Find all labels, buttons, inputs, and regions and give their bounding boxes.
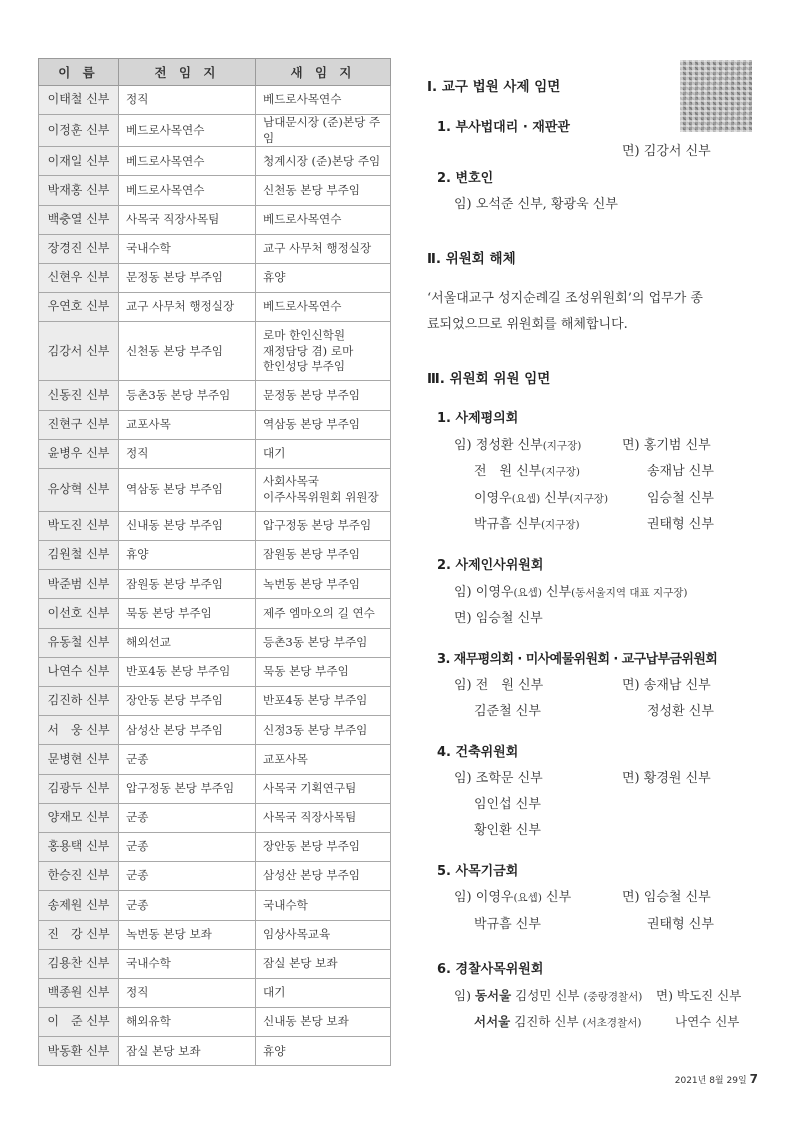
new-post-cell: 잠실 본당 보좌 bbox=[256, 949, 391, 978]
committee-1-title: 1. 사제평의회 bbox=[437, 411, 519, 426]
previous-post-cell: 교구 사무처 행정실장 bbox=[119, 293, 256, 322]
new-post-cell: 교구 사무처 행정실장 bbox=[256, 234, 391, 263]
new-post-cell: 신내동 본당 보좌 bbox=[256, 1008, 391, 1037]
priest-name-cell: 이 준 신부 bbox=[39, 1008, 119, 1037]
previous-post-cell: 잠실 본당 보좌 bbox=[119, 1037, 256, 1066]
header-name: 이 름 bbox=[39, 59, 119, 86]
table-row bbox=[39, 205, 391, 234]
committee-4-dismiss-1: 면) 황경원 신부 bbox=[622, 771, 711, 786]
table-row bbox=[39, 832, 391, 861]
previous-post-cell: 군종 bbox=[119, 803, 256, 832]
priest-name-cell: 김광두 신부 bbox=[39, 774, 119, 803]
previous-post-cell: 휴양 bbox=[119, 541, 256, 570]
table-row bbox=[39, 745, 391, 774]
priest-name-cell: 유동철 신부 bbox=[39, 628, 119, 657]
table-row bbox=[39, 803, 391, 832]
priest-name-cell: 우연호 신부 bbox=[39, 293, 119, 322]
table-row bbox=[39, 381, 391, 410]
new-post-cell: 제주 엠마오의 길 연수 bbox=[256, 599, 391, 628]
committee-3-appoint-1: 임) 전 원 신부 bbox=[454, 678, 544, 693]
priest-name-cell: 장경진 신부 bbox=[39, 234, 119, 263]
previous-post-cell: 삼성산 본당 부주임 bbox=[119, 716, 256, 745]
new-post-cell: 장안동 본당 부주임 bbox=[256, 832, 391, 861]
previous-post-cell: 베드로사목연수 bbox=[119, 147, 256, 176]
new-post-cell: 사목국 직장사목팀 bbox=[256, 803, 391, 832]
priest-name-cell: 백충열 신부 bbox=[39, 205, 119, 234]
previous-post-cell: 문정동 본당 부주임 bbox=[119, 263, 256, 292]
previous-post-cell: 국내수학 bbox=[119, 949, 256, 978]
priest-name-cell: 유상혁 신부 bbox=[39, 468, 119, 511]
table-row bbox=[39, 410, 391, 439]
priest-name-cell: 신동진 신부 bbox=[39, 381, 119, 410]
table-row bbox=[39, 628, 391, 657]
new-post-cell: 국내수학 bbox=[256, 891, 391, 920]
previous-post-cell: 등촌3동 본당 부주임 bbox=[119, 381, 256, 410]
page-number: 7 bbox=[749, 1072, 758, 1086]
table-row bbox=[39, 176, 391, 205]
qr-code-icon bbox=[680, 60, 752, 132]
new-post-cell: 삼성산 본당 부주임 bbox=[256, 862, 391, 891]
table-row bbox=[39, 263, 391, 292]
new-post-cell: 휴양 bbox=[256, 263, 391, 292]
previous-post-cell: 정직 bbox=[119, 439, 256, 468]
priest-name-cell: 윤병우 신부 bbox=[39, 439, 119, 468]
committee-3-appoint-2: 김준철 신부 bbox=[474, 704, 541, 719]
table-row bbox=[39, 234, 391, 263]
priest-name-cell: 이선호 신부 bbox=[39, 599, 119, 628]
previous-post-cell: 베드로사목연수 bbox=[119, 176, 256, 205]
committee-6-title: 6. 경찰사목위원회 bbox=[437, 962, 544, 977]
priest-name-cell: 김용찬 신부 bbox=[39, 949, 119, 978]
table-row bbox=[39, 570, 391, 599]
previous-post-cell: 신천동 본당 부주임 bbox=[119, 322, 256, 381]
priest-name-cell: 박동환 신부 bbox=[39, 1037, 119, 1066]
committee-5-dismiss-2: 권태형 신부 bbox=[647, 917, 714, 932]
committee-5-dismiss-1: 면) 임승철 신부 bbox=[622, 890, 711, 905]
previous-post-cell: 해외선교 bbox=[119, 628, 256, 657]
committee-5-appoint-1: 임) 이영우(요셉) 신부 bbox=[454, 890, 572, 905]
previous-post-cell: 군종 bbox=[119, 891, 256, 920]
new-post-cell: 녹번동 본당 부주임 bbox=[256, 570, 391, 599]
new-post-cell: 청계시장 (준)본당 주임 bbox=[256, 147, 391, 176]
new-post-cell: 잠원동 본당 부주임 bbox=[256, 541, 391, 570]
previous-post-cell: 신내동 본당 부주임 bbox=[119, 511, 256, 540]
previous-post-cell: 잠원동 본당 부주임 bbox=[119, 570, 256, 599]
section-1-sub-2-line: 임) 오석준 신부, 황광욱 신부 bbox=[454, 197, 618, 212]
previous-post-cell: 사목국 직장사목팀 bbox=[119, 205, 256, 234]
new-post-cell: 휴양 bbox=[256, 1037, 391, 1066]
committee-4-title: 4. 건축위원회 bbox=[437, 745, 519, 760]
committee-6-dismiss-1: 면) 박도진 신부 bbox=[656, 988, 742, 1003]
issue-date: 2021년 8월 29일 bbox=[674, 1076, 747, 1086]
table-row bbox=[39, 115, 391, 147]
priest-name-cell: 이정훈 신부 bbox=[39, 115, 119, 147]
previous-post-cell: 압구정동 본당 부주임 bbox=[119, 774, 256, 803]
new-post-cell: 사회사목국 이주사목위원회 위원장 bbox=[256, 468, 391, 511]
priest-name-cell: 김원철 신부 bbox=[39, 541, 119, 570]
committee-1-dismiss-3: 임승철 신부 bbox=[647, 491, 714, 506]
table-row bbox=[39, 322, 391, 381]
new-post-cell: 신천동 본당 부주임 bbox=[256, 176, 391, 205]
priest-name-cell: 박준범 신부 bbox=[39, 570, 119, 599]
previous-post-cell: 장안동 본당 부주임 bbox=[119, 687, 256, 716]
section-1-title: Ⅰ. 교구 법원 사제 임면 bbox=[427, 79, 561, 95]
new-post-cell: 신정3동 본당 부주임 bbox=[256, 716, 391, 745]
previous-post-cell: 베드로사목연수 bbox=[119, 115, 256, 147]
committee-1-appoint-3: 이영우(요셉) 신부(지구장) bbox=[474, 491, 609, 506]
new-post-cell: 임상사목교육 bbox=[256, 920, 391, 949]
priest-name-cell: 이재일 신부 bbox=[39, 147, 119, 176]
table-row bbox=[39, 774, 391, 803]
committee-3-dismiss-2: 정성환 신부 bbox=[647, 704, 714, 719]
priest-name-cell: 한승진 신부 bbox=[39, 862, 119, 891]
page-footer bbox=[640, 1072, 758, 1086]
committee-6-appoint-2: 서서울 김진하 신부 (서초경찰서) bbox=[474, 1014, 642, 1029]
priest-name-cell: 김진하 신부 bbox=[39, 687, 119, 716]
committee-6-dismiss-2: 나연수 신부 bbox=[675, 1014, 740, 1029]
priest-name-cell: 진 강 신부 bbox=[39, 920, 119, 949]
priest-name-cell: 박도진 신부 bbox=[39, 511, 119, 540]
table-row bbox=[39, 468, 391, 511]
priest-name-cell: 홍용택 신부 bbox=[39, 832, 119, 861]
new-post-cell: 역삼동 본당 부주임 bbox=[256, 410, 391, 439]
new-post-cell: 문정동 본당 부주임 bbox=[256, 381, 391, 410]
section-2-title: Ⅱ. 위원회 해체 bbox=[427, 251, 516, 267]
section-1-sub-1-title: 1. 부사법대리 · 재판관 bbox=[437, 120, 570, 135]
priest-name-cell: 송제원 신부 bbox=[39, 891, 119, 920]
committee-2-title: 2. 사제인사위원회 bbox=[437, 558, 544, 573]
table-row bbox=[39, 657, 391, 686]
header-previous-post: 전 임 지 bbox=[119, 59, 256, 86]
new-post-cell: 베드로사목연수 bbox=[256, 86, 391, 115]
committee-6-appoint-1: 임) 동서울 김성민 신부 (중랑경찰서) bbox=[454, 988, 643, 1003]
previous-post-cell: 녹번동 본당 보좌 bbox=[119, 920, 256, 949]
table-row bbox=[39, 599, 391, 628]
new-post-cell: 등촌3동 본당 부주임 bbox=[256, 628, 391, 657]
new-post-cell: 베드로사목연수 bbox=[256, 293, 391, 322]
previous-post-cell: 군종 bbox=[119, 862, 256, 891]
table-row bbox=[39, 293, 391, 322]
previous-post-cell: 군종 bbox=[119, 832, 256, 861]
table-row bbox=[39, 716, 391, 745]
previous-post-cell: 역삼동 본당 부주임 bbox=[119, 468, 256, 511]
priest-name-cell: 나연수 신부 bbox=[39, 657, 119, 686]
priest-name-cell: 백종원 신부 bbox=[39, 978, 119, 1007]
section-1-sub-1-line: 면) 김강서 신부 bbox=[622, 144, 711, 159]
new-post-cell: 사목국 기획연구팀 bbox=[256, 774, 391, 803]
table-row bbox=[39, 511, 391, 540]
priest-name-cell: 김강서 신부 bbox=[39, 322, 119, 381]
previous-post-cell: 반포4동 본당 부주임 bbox=[119, 657, 256, 686]
committee-4-appoint-3: 황인환 신부 bbox=[474, 823, 541, 838]
committee-1-appoint-2: 전 원 신부(지구장) bbox=[474, 464, 580, 479]
committee-1-appoint-4: 박규흠 신부(지구장) bbox=[474, 517, 580, 532]
priest-name-cell: 문병현 신부 bbox=[39, 745, 119, 774]
table-row bbox=[39, 86, 391, 115]
section-3-title: Ⅲ. 위원회 위원 임면 bbox=[427, 371, 551, 387]
section-1-sub-2-title: 2. 변호인 bbox=[437, 171, 494, 186]
new-post-cell: 반포4동 본당 부주임 bbox=[256, 687, 391, 716]
committee-3-title: 3. 재무평의회 · 미사예물위원회 · 교구납부금위원회 bbox=[437, 652, 718, 667]
committee-4-appoint-2: 임인섭 신부 bbox=[474, 797, 541, 812]
committee-3-dismiss-1: 면) 송재남 신부 bbox=[622, 678, 711, 693]
priest-name-cell: 양재모 신부 bbox=[39, 803, 119, 832]
committee-1-dismiss-1: 면) 홍기범 신부 bbox=[622, 438, 711, 453]
previous-post-cell: 정직 bbox=[119, 86, 256, 115]
priest-name-cell: 서 웅 신부 bbox=[39, 716, 119, 745]
section-2-paragraph-line-2: 료되었으므로 위원회를 해체합니다. bbox=[427, 317, 628, 332]
section-2-paragraph-line-1: ‘서울대교구 성지순례길 조성위원회’의 업무가 종 bbox=[427, 291, 703, 306]
table-row bbox=[39, 687, 391, 716]
previous-post-cell: 해외유학 bbox=[119, 1008, 256, 1037]
table-body bbox=[39, 86, 391, 1066]
table-row bbox=[39, 147, 391, 176]
committee-1-dismiss-2: 송재남 신부 bbox=[647, 464, 714, 479]
new-post-cell: 남대문시장 (준)본당 주임 bbox=[256, 115, 391, 147]
committee-5-appoint-2: 박규흠 신부 bbox=[474, 917, 541, 932]
table-row bbox=[39, 1037, 391, 1066]
committee-4-appoint-1: 임) 조학문 신부 bbox=[454, 771, 543, 786]
previous-post-cell: 정직 bbox=[119, 978, 256, 1007]
new-post-cell: 교포사목 bbox=[256, 745, 391, 774]
priest-name-cell: 이태철 신부 bbox=[39, 86, 119, 115]
new-post-cell: 베드로사목연수 bbox=[256, 205, 391, 234]
table-row bbox=[39, 978, 391, 1007]
new-post-cell: 대기 bbox=[256, 978, 391, 1007]
priest-name-cell: 신현우 신부 bbox=[39, 263, 119, 292]
committee-2-appoint: 임) 이영우(요셉) 신부(동서울지역 대표 지구장) bbox=[454, 585, 688, 600]
header-new-post: 새 임 지 bbox=[256, 59, 391, 86]
committee-1-dismiss-4: 권태형 신부 bbox=[647, 517, 714, 532]
previous-post-cell: 국내수학 bbox=[119, 234, 256, 263]
table-row bbox=[39, 862, 391, 891]
committee-2-dismiss: 면) 임승철 신부 bbox=[454, 611, 543, 626]
previous-post-cell: 교포사목 bbox=[119, 410, 256, 439]
new-post-cell: 대기 bbox=[256, 439, 391, 468]
table-row bbox=[39, 920, 391, 949]
new-post-cell: 로마 한인신학원 재정담당 겸) 로마 한인성당 부주임 bbox=[256, 322, 391, 381]
priest-name-cell: 박재홍 신부 bbox=[39, 176, 119, 205]
previous-post-cell: 묵동 본당 부주임 bbox=[119, 599, 256, 628]
new-post-cell: 묵동 본당 부주임 bbox=[256, 657, 391, 686]
table-row bbox=[39, 891, 391, 920]
table-row bbox=[39, 949, 391, 978]
committee-5-title: 5. 사목기금회 bbox=[437, 864, 519, 879]
appointment-table bbox=[38, 58, 391, 1066]
new-post-cell: 압구정동 본당 부주임 bbox=[256, 511, 391, 540]
priest-name-cell: 진현구 신부 bbox=[39, 410, 119, 439]
appointment-table-container bbox=[38, 58, 390, 1066]
table-header-row bbox=[39, 59, 391, 86]
previous-post-cell: 군종 bbox=[119, 745, 256, 774]
table-row bbox=[39, 1008, 391, 1037]
table-row bbox=[39, 439, 391, 468]
table-row bbox=[39, 541, 391, 570]
committee-1-appoint-1: 임) 정성환 신부(지구장) bbox=[454, 438, 582, 453]
